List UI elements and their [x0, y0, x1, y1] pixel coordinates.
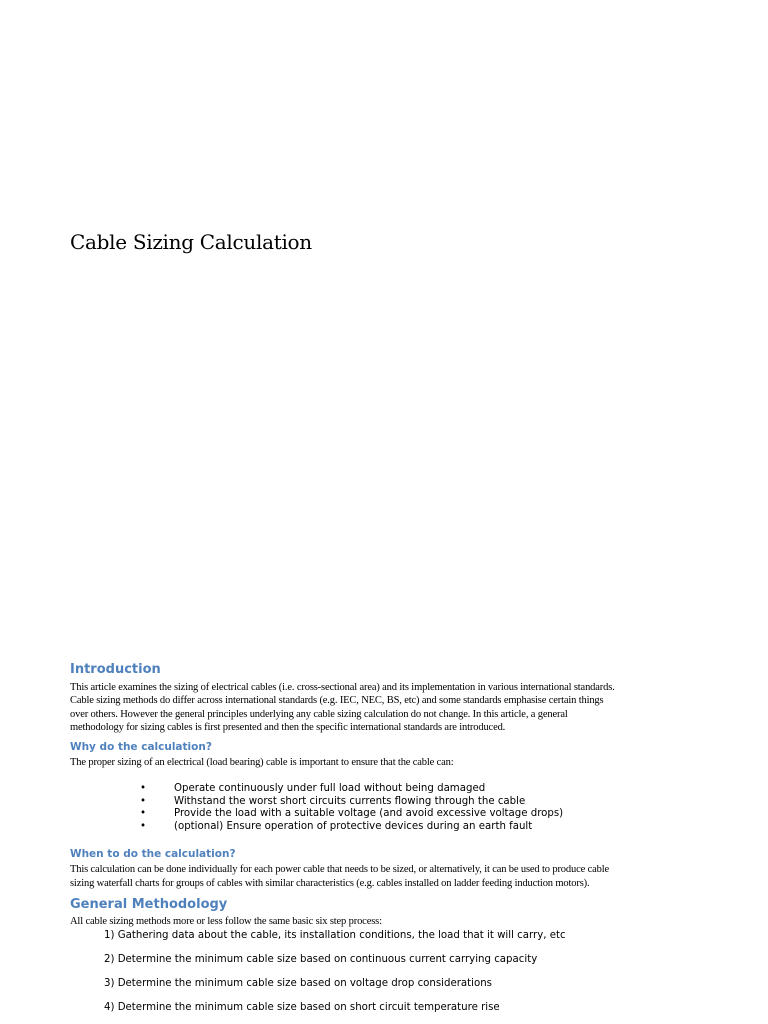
when-paragraph [70, 863, 710, 890]
methodology-heading: General Methodology [70, 897, 228, 913]
introduction-line: This article examines the sizing of electrical cables (i.e. cross-sectional area) and its implementation in various international standards. [70, 682, 615, 693]
list-item: 2) Determine the minimum cable size based on continuous current carrying capacity [104, 953, 538, 965]
bullet-icon: • [140, 795, 147, 807]
list-item: 4) Determine the minimum cable size based on short circuit temperature rise [104, 1001, 500, 1013]
list-item [70, 796, 710, 809]
when-line: This calculation can be done individually for each power cable that needs to be sized, or alternatively, it can be used to produce cable [70, 864, 609, 876]
list-item [70, 783, 710, 796]
introduction-line: over others. However the general principles underlying any cable sizing calculation do not change. In this article, a general [70, 708, 568, 720]
list-item-text: Provide the load with a suitable voltage (and avoid excessive voltage drops) [174, 808, 564, 820]
list-item: 3) Determine the minimum cable size based on voltage drop considerations [104, 977, 492, 989]
bullet-icon: • [140, 783, 147, 795]
introduction-line: methodology for sizing cables is first presented and then the specific international standards are introduced. [70, 722, 506, 734]
why-bullet-list [70, 783, 710, 833]
bullet-icon: • [140, 820, 147, 832]
document-body [70, 661, 710, 1014]
when-line: sizing waterfall charts for groups of cables with similar characteristics (e.g. cables installed on ladder feeding induction motors). [70, 877, 590, 889]
list-item: 1) Gathering data about the cable, its installation conditions, the load that it will carry, etc [104, 929, 566, 941]
methodology-step-list [70, 929, 710, 1014]
list-item [70, 821, 710, 834]
methodology-intro: All cable sizing methods more or less follow the same basic six step process: [70, 916, 382, 928]
introduction-line: Cable sizing methods do differ across international standards (e.g. IEC, NEC, BS, etc) and some standards emphasise certain things [70, 695, 604, 707]
list-item-text: Withstand the worst short circuits currents flowing through the cable [174, 795, 526, 807]
why-heading: Why do the calculation? [70, 740, 212, 753]
document-title: Cable Sizing Calculation [70, 230, 312, 254]
bullet-icon: • [140, 808, 147, 820]
introduction-paragraph [70, 681, 710, 735]
list-item-text: (optional) Ensure operation of protective devices during an earth fault [174, 820, 533, 832]
list-item-text: Operate continuously under full load without being damaged [174, 783, 486, 795]
introduction-heading: Introduction [70, 662, 161, 677]
list-item [70, 808, 710, 821]
why-intro: The proper sizing of an electrical (load bearing) cable is important to ensure that the cable can: [70, 756, 454, 768]
when-heading: When to do the calculation? [70, 848, 236, 861]
